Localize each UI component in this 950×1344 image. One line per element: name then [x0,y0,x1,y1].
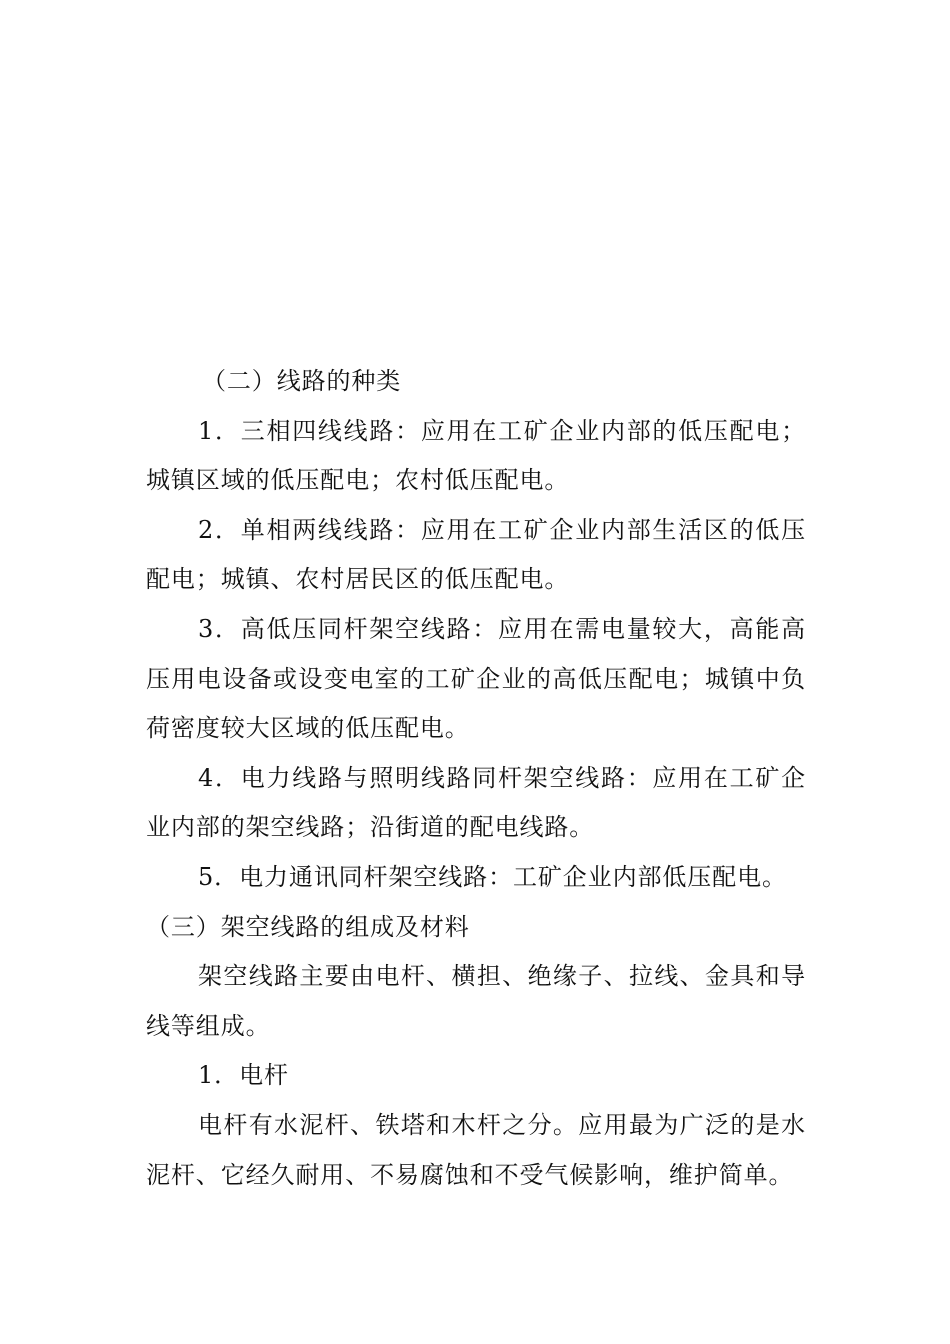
paragraph-item-2: 2．单相两线线路：应用在工矿企业内部生活区的低压配电；城镇、农村居民区的低压配电。 [146,515,806,594]
subheading-pole: 1．电杆 [198,1061,289,1090]
paragraph-pole: 电杆有水泥杆、铁塔和木杆之分。应用最为广泛的是水泥杆、它经久耐用、不易腐蚀和不受气候影响，维护简单。 [146,1110,806,1189]
paragraph-item-3: 3．高低压同杆架空线路：应用在需电量较大，高能高压用电设备或设变电室的工矿企业的高低压配电；城镇中负荷密度较大区域的低压配电。 [146,614,806,743]
section-heading-composition: （三）架空线路的组成及材料 [146,912,470,941]
document-body [146,357,806,1200]
paragraph-item-5: 5．电力通讯同杆架空线路：工矿企业内部低压配电。 [198,862,787,891]
paragraph-composition: 架空线路主要由电杆、横担、绝缘子、拉线、金具和导线等组成。 [146,962,806,1040]
paragraph-item-4: 4．电力线路与照明线路同杆架空线路：应用在工矿企业内部的架空线路；沿街道的配电线路。 [146,763,806,842]
section-heading-types: （二）线路的种类 [202,367,402,395]
paragraph-item-1: 1．三相四线线路：应用在工矿企业内部的低压配电；城镇区域的低压配电；农村低压配电。 [146,416,806,495]
